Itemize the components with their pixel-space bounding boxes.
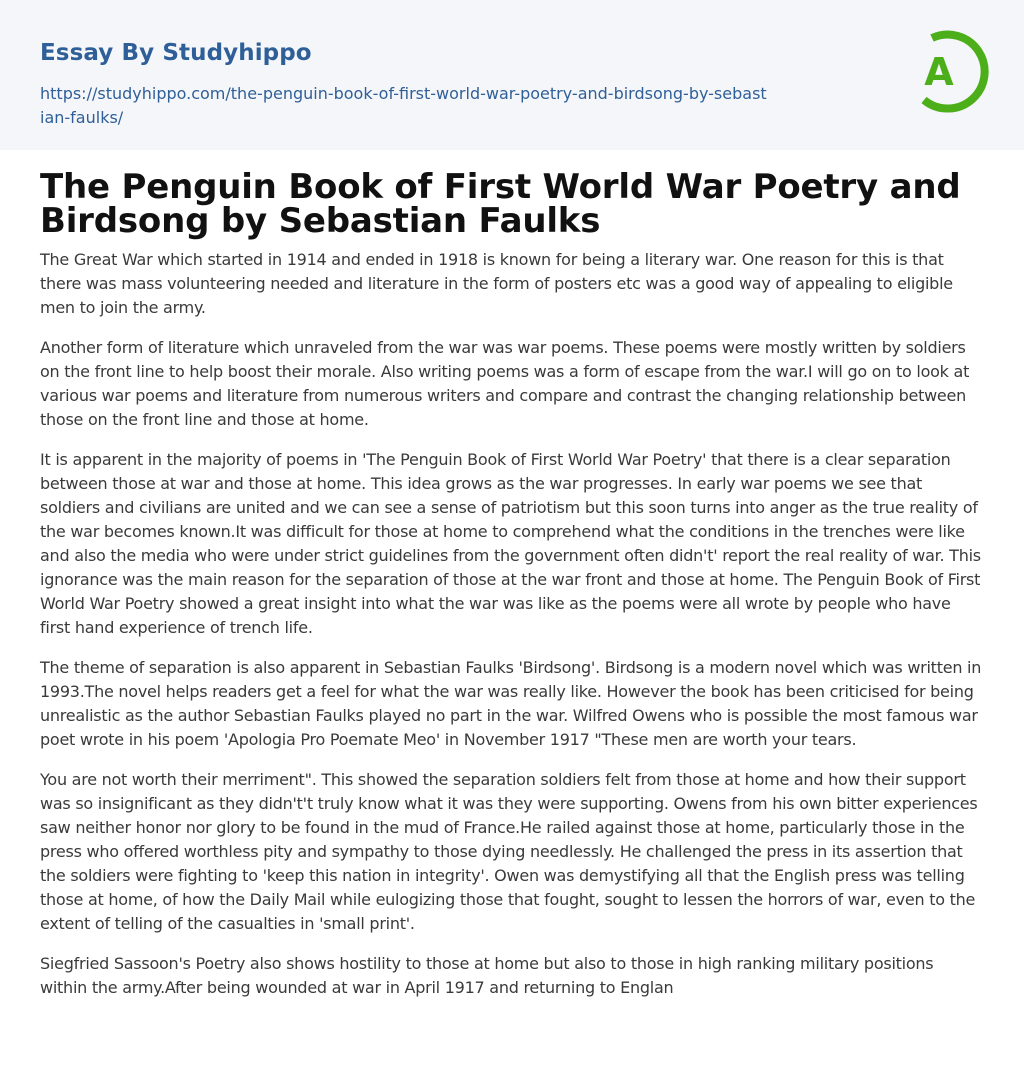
article-paragraph: You are not worth their merriment". This showed the separation soldiers felt from those at home and how their support was so insignificant as they didn't't truly know what it was they were supporting. Owens from his own bitter experiences saw neither honor nor glory to be found in the mud of France.He railed against those at home, particularly those in the press who offered worthless pity and sympathy to those dying needlessly. He challenged the press in its assertion that the soldiers were fighting to 'keep this nation in integrity'. Owen was demystifying all that the English press was telling those at home, of how the Daily Mail while eulogizing those that fought, sought to lessen the horrors of war, even to the extent of telling of the casualties in 'small print'. <box>40 770 978 933</box>
article-paragraph: The theme of separation is also apparent in Sebastian Faulks 'Birdsong'. Birdsong is a modern novel which was written in 1993.The novel helps readers get a feel for what the war was really like. However the book has been criticised for being unrealistic as the author Sebastian Faulks played no part in the war. Wilfred Owens who is possible the most famous war poet wrote in his poem 'Apologia Pro Poemate Meo' in November 1917 "These men are worth your tears. <box>40 658 982 749</box>
article-paragraph: Another form of literature which unraveled from the war was war poems. These poems were mostly written by soldiers on the front line to help boost their morale. Also writing poems was a form of escape from the war.I will go on to look at various war poems and literature from numerous writers and compare and contrast the changing relationship between those on the front line and those at home. <box>40 338 970 429</box>
logo-letter: A <box>924 50 954 94</box>
article-paragraph: It is apparent in the majority of poems in 'The Penguin Book of First World War Poetry' that there is a clear separation between those at war and those at home. This idea grows as the war progresses. In early war poems we see that soldiers and civilians are united and we can see a sense of patriotism but this soon turns into anger as the true reality of the war becomes known.It was difficult for those at home to comprehend what the conditions in the trenches were like and also the media who were under strict guidelines from the government often didn't' report the real reality of war. This ignorance was the main reason for the separation of those at the war front and those at home. The Penguin Book of First World War Poetry showed a great insight into what the war was like as the poems were all wrote by people who have first hand experience of trench life. <box>40 450 981 637</box>
article <box>0 167 1024 1000</box>
brand-title: Essay By Studyhippo <box>40 40 312 66</box>
source-url-link[interactable]: https://studyhippo.com/the-penguin-book-of-first-world-war-poetry-and-birdsong-by-sebastian-faulks/ <box>40 84 767 127</box>
article-title: The Penguin Book of First World War Poetry and Birdsong by Sebastian Faulks <box>40 167 961 241</box>
site-header <box>0 0 1024 150</box>
studyhippo-logo-icon[interactable] <box>904 28 990 114</box>
article-paragraph: Siegfried Sassoon's Poetry also shows hostility to those at home but also to those in high ranking military positions within the army.After being wounded at war in April 1917 and returning to Englan <box>40 954 934 997</box>
article-paragraph: The Great War which started in 1914 and ended in 1918 is known for being a literary war. One reason for this is that there was mass volunteering needed and literature in the form of posters etc was a good way of appealing to eligible men to join the army. <box>40 250 953 317</box>
